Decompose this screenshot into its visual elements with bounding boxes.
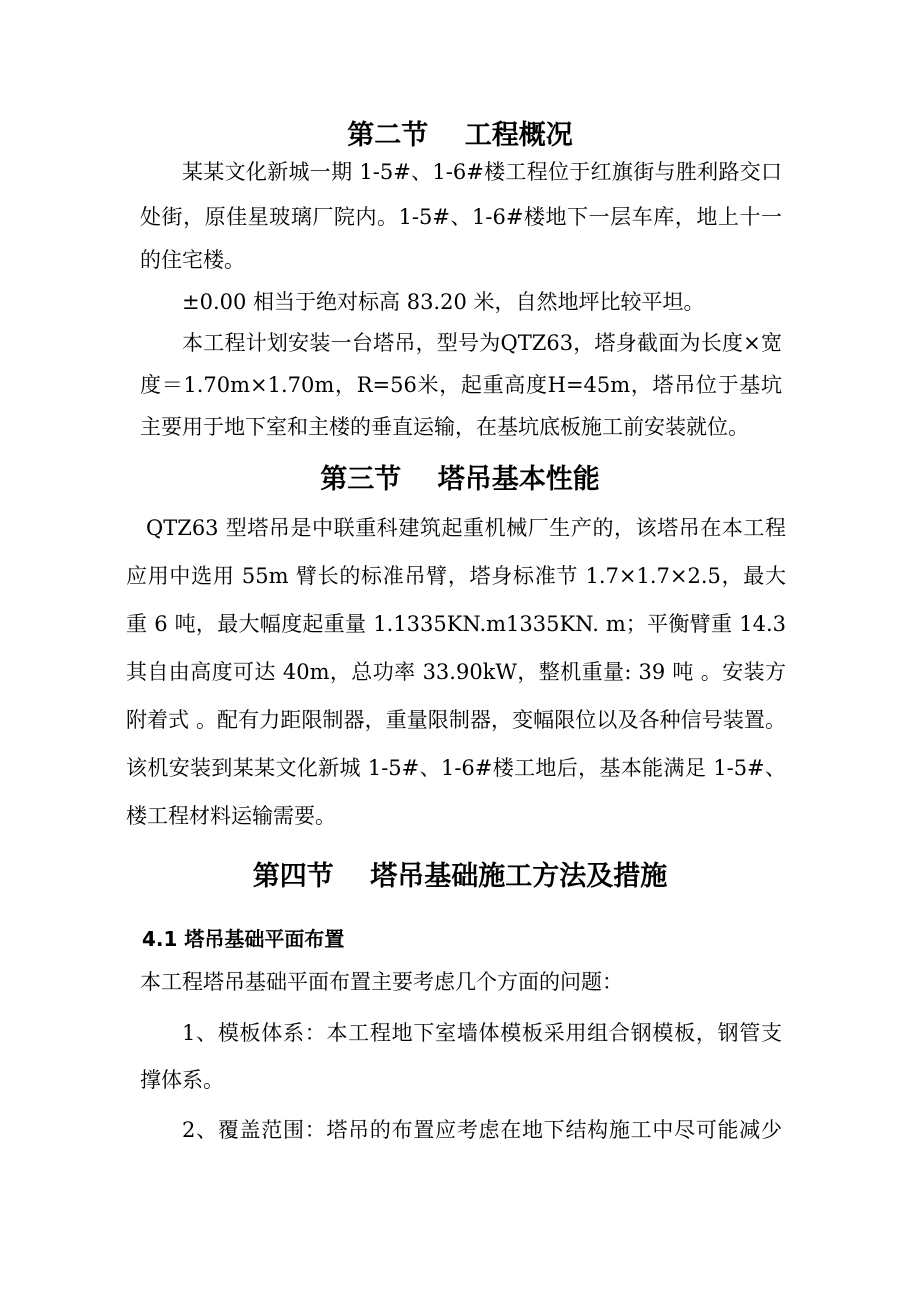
subsection-heading-4-1: 4.1 塔吊基础平面布置 xyxy=(142,927,345,951)
s3-p1-line1: QTZ63 型塔吊是中联重科建筑起重机械厂生产的，该塔吊在本工程 xyxy=(146,516,786,540)
s3-p1-line6: 该机安装到某某文化新城 1-5#、1-6#楼工地后，基本能满足 1-5#、 xyxy=(126,756,786,780)
section-title-2: 第二节 工程概况 xyxy=(347,120,573,151)
s2-p3-line3: 主要用于地下室和主楼的垂直运输，在基坑底板施工前安装就位。 xyxy=(140,415,749,439)
s2-p3-line2: 度＝1.70m×1.70m，R=56米，起重高度H=45m，塔吊位于基坑 xyxy=(140,373,782,397)
s4-item1-line1: 1、模板体系：本工程地下室墙体模板采用组合钢模板，钢管支 xyxy=(182,1021,782,1045)
s4-item2-line1: 2、覆盖范围：塔吊的布置应考虑在地下结构施工中尽可能减少 xyxy=(182,1118,782,1142)
section-title-3: 第三节 塔吊基本性能 xyxy=(320,464,600,495)
s3-p1-line3: 重 6 吨，最大幅度起重量 1.1335KN.m1335KN. m；平衡臂重 14.3 xyxy=(126,612,786,636)
s3-p1-line5: 附着式 。配有力距限制器，重量限制器，变幅限位以及各种信号装置。 xyxy=(126,708,786,732)
s4-intro: 本工程塔吊基础平面布置主要考虑几个方面的问题： xyxy=(140,970,623,994)
s2-p1-line1: 某某文化新城一期 1-5#、1-6#楼工程位于红旗街与胜利路交口 xyxy=(182,160,782,184)
section-title-4: 第四节 塔吊基础施工方法及措施 xyxy=(252,861,668,892)
s2-p3-line1: 本工程计划安装一台塔吊，型号为QTZ63，塔身截面为长度×宽 xyxy=(182,331,782,355)
s2-p2: ±0.00 相当于绝对标高 83.20 米，自然地坪比较平坦。 xyxy=(182,290,705,314)
s2-p1-line3: 的住宅楼。 xyxy=(140,248,245,272)
s2-p1-line2: 处街，原佳星玻璃厂院内。1-5#、1-6#楼地下一层车库，地上十一 xyxy=(140,205,782,229)
s4-item1-line2: 撑体系。 xyxy=(140,1068,224,1092)
s3-p1-line4: 其自由高度可达 40m，总功率 33.90kW，整机重量: 39 吨 。安装方 xyxy=(126,660,786,684)
s3-p1-line7: 楼工程材料运输需要。 xyxy=(126,804,336,828)
s3-p1-line2: 应用中选用 55m 臂长的标准吊臂，塔身标准节 1.7×1.7×2.5，最大 xyxy=(126,564,786,588)
